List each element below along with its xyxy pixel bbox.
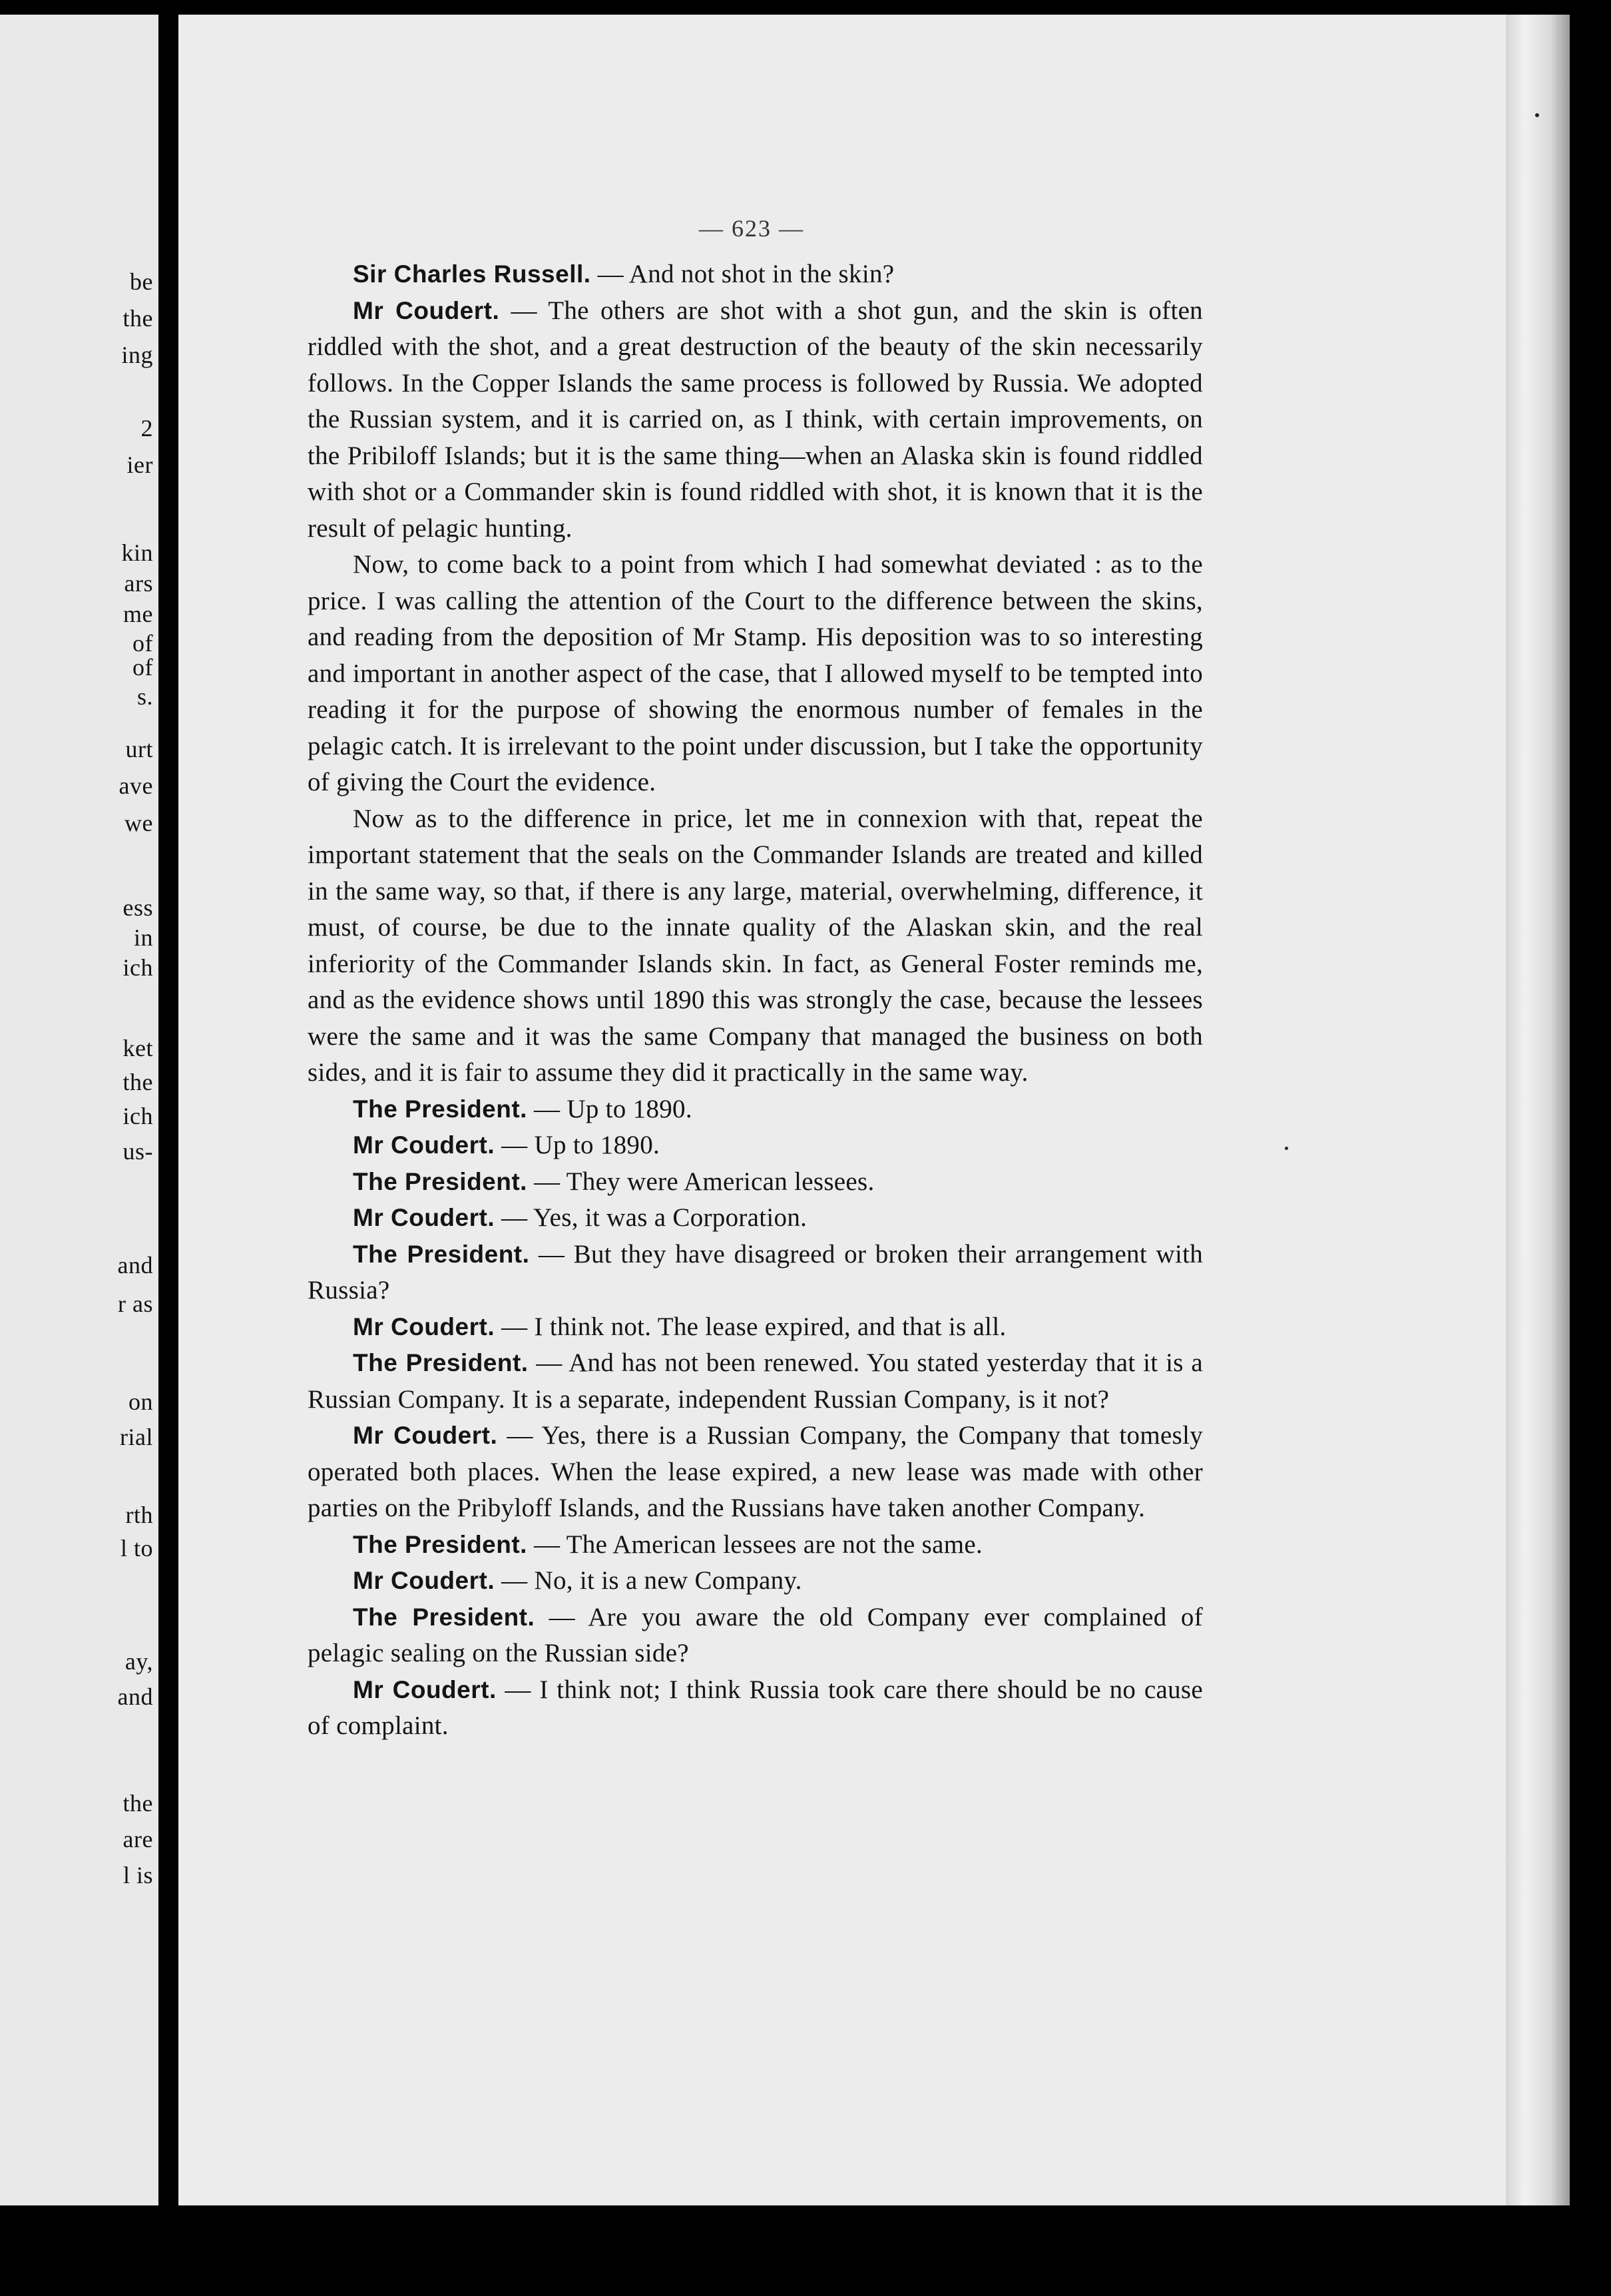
- speaker-name: Mr Coudert.: [353, 1312, 495, 1340]
- paragraph: [308, 1164, 1203, 1201]
- speaker-name: The President.: [353, 1603, 535, 1631]
- left-page-fragment: ich: [122, 1103, 153, 1129]
- left-page-fragment: ing: [121, 342, 153, 368]
- left-page-fragment: us-: [122, 1138, 153, 1165]
- speaker-name: The President.: [353, 1240, 530, 1268]
- text-block: [308, 256, 1203, 1745]
- speaker-name: Sir Charles Russell.: [353, 260, 591, 288]
- paragraph: [308, 801, 1203, 1091]
- speaker-name: Mr Coudert.: [353, 1422, 498, 1449]
- speck: [1285, 1147, 1288, 1150]
- left-page: [0, 15, 158, 2205]
- left-page-fragment: ay,: [124, 1648, 153, 1675]
- left-page-fragment: me: [123, 601, 153, 627]
- left-page-fragment: ich: [122, 954, 153, 981]
- left-page-fragment: the: [122, 1069, 153, 1095]
- speaker-name: The President.: [353, 1530, 527, 1558]
- speaker-name: Mr Coudert.: [353, 1204, 495, 1231]
- left-page-fragment: the: [122, 305, 153, 332]
- left-page-fragment: kin: [121, 539, 153, 566]
- page-number: — 623 —: [699, 215, 804, 242]
- paragraph: [308, 1418, 1203, 1527]
- speaker-name: The President.: [353, 1349, 529, 1376]
- paragraph: [308, 1345, 1203, 1418]
- paragraph: [308, 1200, 1203, 1237]
- left-page-fragment: 2: [140, 415, 153, 441]
- left-page-fragment: ars: [124, 570, 153, 597]
- paragraph: [308, 1599, 1203, 1672]
- paragraph-text: — They were American lessees.: [527, 1167, 875, 1196]
- speaker-name: Mr Coudert.: [353, 296, 500, 324]
- paragraph-text: — The others are shot with a shot gun, and the skin is often riddled with the shot, and a great destruction of the beauty of the skin necessarily follows. In the Copper Islands the same process is followed by Russia. We adopted the Russian system, and it is carried on, as I think, with certain improvements, on the Pribiloff Islands; but it is the same thing—when an Alaska skin is found riddled with shot or a Commander skin is found riddled with shot, it is known that it is the result of pelagic hunting.: [308, 296, 1203, 543]
- paragraph: [308, 1309, 1203, 1346]
- page-edge: [1506, 15, 1570, 2205]
- left-page-fragment: rial: [120, 1424, 153, 1450]
- paragraph-text: — Yes, it was a Corporation.: [495, 1203, 807, 1232]
- paragraph: [308, 1091, 1203, 1128]
- left-page-fragment: be: [130, 268, 153, 295]
- left-page-fragment: urt: [125, 736, 153, 762]
- paragraph-text: — No, it is a new Company.: [495, 1566, 802, 1595]
- left-page-fragment: are: [122, 1826, 153, 1853]
- left-page-fragment: and: [117, 1683, 153, 1710]
- paragraph: [308, 1127, 1203, 1164]
- speaker-name: The President.: [353, 1095, 527, 1123]
- left-page-fragment: of: [132, 654, 153, 681]
- speck: [1535, 113, 1539, 117]
- paragraph: [308, 547, 1203, 801]
- paragraph-text: — But they have disagreed or broken their arrangement with Russia?: [308, 1239, 1204, 1304]
- paragraph: [308, 1527, 1203, 1564]
- speaker-name: Mr Coudert.: [353, 1131, 495, 1159]
- paragraph-text: — The American lessees are not the same.: [527, 1530, 983, 1559]
- speaker-name: The President.: [353, 1167, 527, 1195]
- left-page-fragment: l to: [120, 1535, 153, 1562]
- paragraph: [308, 1563, 1203, 1599]
- speaker-name: Mr Coudert.: [353, 1675, 497, 1703]
- left-page-fragment: ave: [118, 772, 153, 799]
- paragraph-text: — I think not; I think Russia took care there should be no cause of complaint.: [308, 1675, 1203, 1740]
- left-page-fragment: r as: [118, 1291, 153, 1317]
- paragraph-text: — Are you aware the old Company ever complained of pelagic sealing on the Russian side?: [308, 1602, 1203, 1667]
- left-page-fragment: ier: [126, 451, 153, 478]
- left-page-fragment: l is: [122, 1862, 153, 1888]
- paragraph-text: — And not shot in the skin?: [590, 260, 895, 288]
- left-page-fragment: and: [117, 1252, 153, 1279]
- paragraph-text: — Up to 1890.: [527, 1094, 692, 1123]
- left-page-fragment: the: [122, 1790, 153, 1817]
- left-page-fragment: on: [128, 1388, 153, 1415]
- paragraph-text: — Yes, there is a Russian Company, the Company that tomesly operated both places. When the lease expired, a new lease was made with other parties on the Pribyloff Islands, and the Russians have taken another Company.: [308, 1421, 1204, 1522]
- left-page-fragment: ket: [122, 1035, 153, 1061]
- paragraph: [308, 1672, 1203, 1745]
- paragraph-text: — And has not been renewed. You stated yesterday that it is a Russian Company. It is a separate, independent Russian Company, is it not?: [308, 1348, 1203, 1414]
- paragraph-text: Now, to come back to a point from which I had somewhat deviated : as to the price. I was calling the attention of the Court to the difference between the skins, and reading from the deposition of Mr Stamp. His deposition was to so interesting and important in another aspect of the case, that I allowed myself to be tempted into reading it for the purpose of showing the enormous number of females in the pelagic catch. It is irrelevant to the point under discussion, but I take the opportunity of giving the Court the evidence.: [308, 550, 1203, 796]
- paragraph: [308, 256, 1203, 293]
- left-page-fragment: we: [124, 810, 153, 836]
- paragraph-text: Now as to the difference in price, let me in connexion with that, repeat the important statement that the seals on the Commander Islands are treated and killed in the same way, so that, if there is any large, material, overwhelming, difference, it must, of course, be due to the innate quality of the Alaskan skin, and the real inferiority of the Commander Islands skin. In fact, as General Foster reminds me, and as the evidence shows until 1890 this was strongly the case, because the lessees were the same and it was the same Company that managed the business on both sides, and it is fair to assume they did it practically in the same way.: [308, 804, 1203, 1087]
- left-page-fragment: in: [133, 924, 153, 951]
- left-page-fragment: rth: [125, 1502, 153, 1528]
- paragraph: [308, 1237, 1203, 1309]
- left-page-fragment: s.: [136, 683, 153, 710]
- paragraph-text: — Up to 1890.: [495, 1131, 660, 1159]
- paragraph-text: — I think not. The lease expired, and that is all.: [495, 1312, 1007, 1341]
- left-page-fragment: of: [132, 630, 153, 657]
- speaker-name: Mr Coudert.: [353, 1567, 495, 1594]
- left-page-fragment: ess: [122, 894, 153, 921]
- paragraph: [308, 293, 1203, 547]
